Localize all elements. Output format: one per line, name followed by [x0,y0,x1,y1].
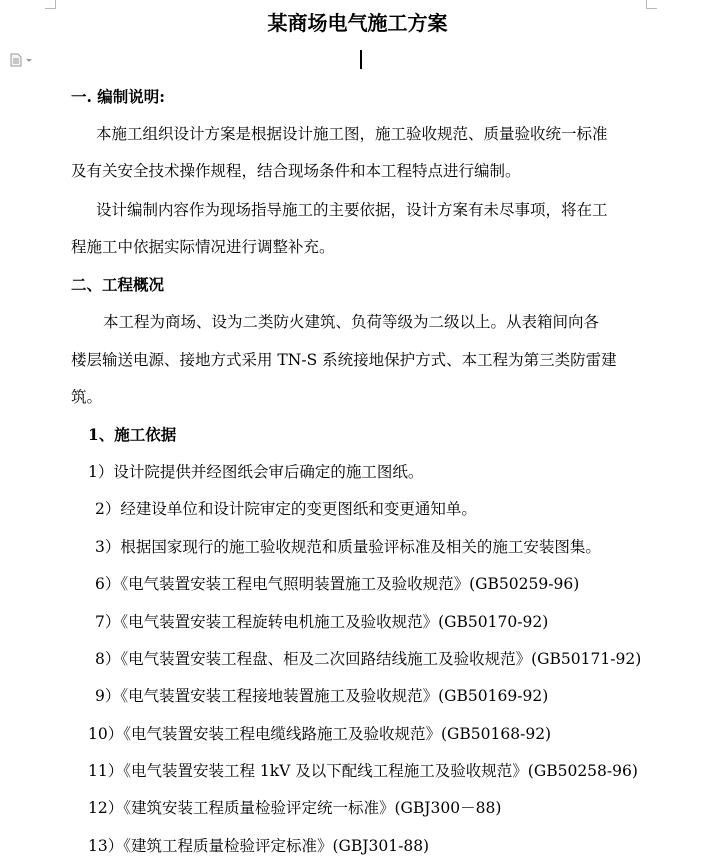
basis-list-item: 13）《建筑工程质量检验评定标准》(GBJ301-88) [88,837,430,855]
page-corner-mark-left [45,0,56,9]
text-cursor [360,50,362,69]
document-title: 某商场电气施工方案 [267,11,448,35]
basis-list-item: 3）根据国家现行的施工验收规范和质量验评标准及相关的施工安装图集。 [95,538,601,556]
basis-list-item: 2）经建设单位和设计院审定的变更图纸和变更通知单。 [95,500,477,518]
paragraph-line: 本施工组织设计方案是根据设计施工图，施工验收规范、质量验收统一标准 [96,125,608,143]
basis-list-item: 7）《电气装置安装工程旋转电机施工及验收规范》(GB50170-92) [95,613,549,631]
subheading-basis: 1、施工依据 [88,425,177,444]
paragraph-line: 楼层输送电源、接地方式采用 TN-S 系统接地保护方式、本工程为第三类防雷建 [71,351,617,369]
basis-list-item: 1）设计院提供并经图纸会审后确定的施工图纸。 [88,463,424,481]
paragraph-line: 筑。 [71,388,103,406]
section-heading-compilation: 一. 编制说明: [71,87,166,106]
page-corner-mark-right [646,0,657,9]
basis-list-item: 8）《电气装置安装工程盘、柜及二次回路结线施工及验收规范》(GB50171-92) [95,650,642,668]
basis-list-item: 10）《电气装置安装工程电缆线路施工及验收规范》(GB50168-92) [88,725,552,743]
paragraph-line: 本工程为商场、设为二类防火建筑、负荷等级为二级以上。从表箱间向各 [103,313,600,331]
paragraph-line: 及有关安全技术操作规程，结合现场条件和本工程特点进行编制。 [71,162,521,180]
document-options-icon[interactable] [10,52,38,66]
basis-list-item: 9）《电气装置安装工程接地装置施工及验收规范》(GB50169-92) [95,687,549,705]
basis-list-item: 12）《建筑安装工程质量检验评定统一标准》(GBJ300－88) [88,799,502,817]
paragraph-line: 设计编制内容作为现场指导施工的主要依据，设计方案有未尽事项，将在工 [96,201,608,219]
basis-list-item: 6）《电气装置安装工程电气照明装置施工及验收规范》(GB50259-96) [95,575,580,593]
basis-list-item: 11）《电气装置安装工程 1kV 及以下配线工程施工及验收规范》(GB50258-96) [88,762,638,780]
section-heading-overview: 二、工程概况 [71,275,165,294]
paragraph-line: 程施工中依据实际情况进行调整补充。 [71,238,335,256]
